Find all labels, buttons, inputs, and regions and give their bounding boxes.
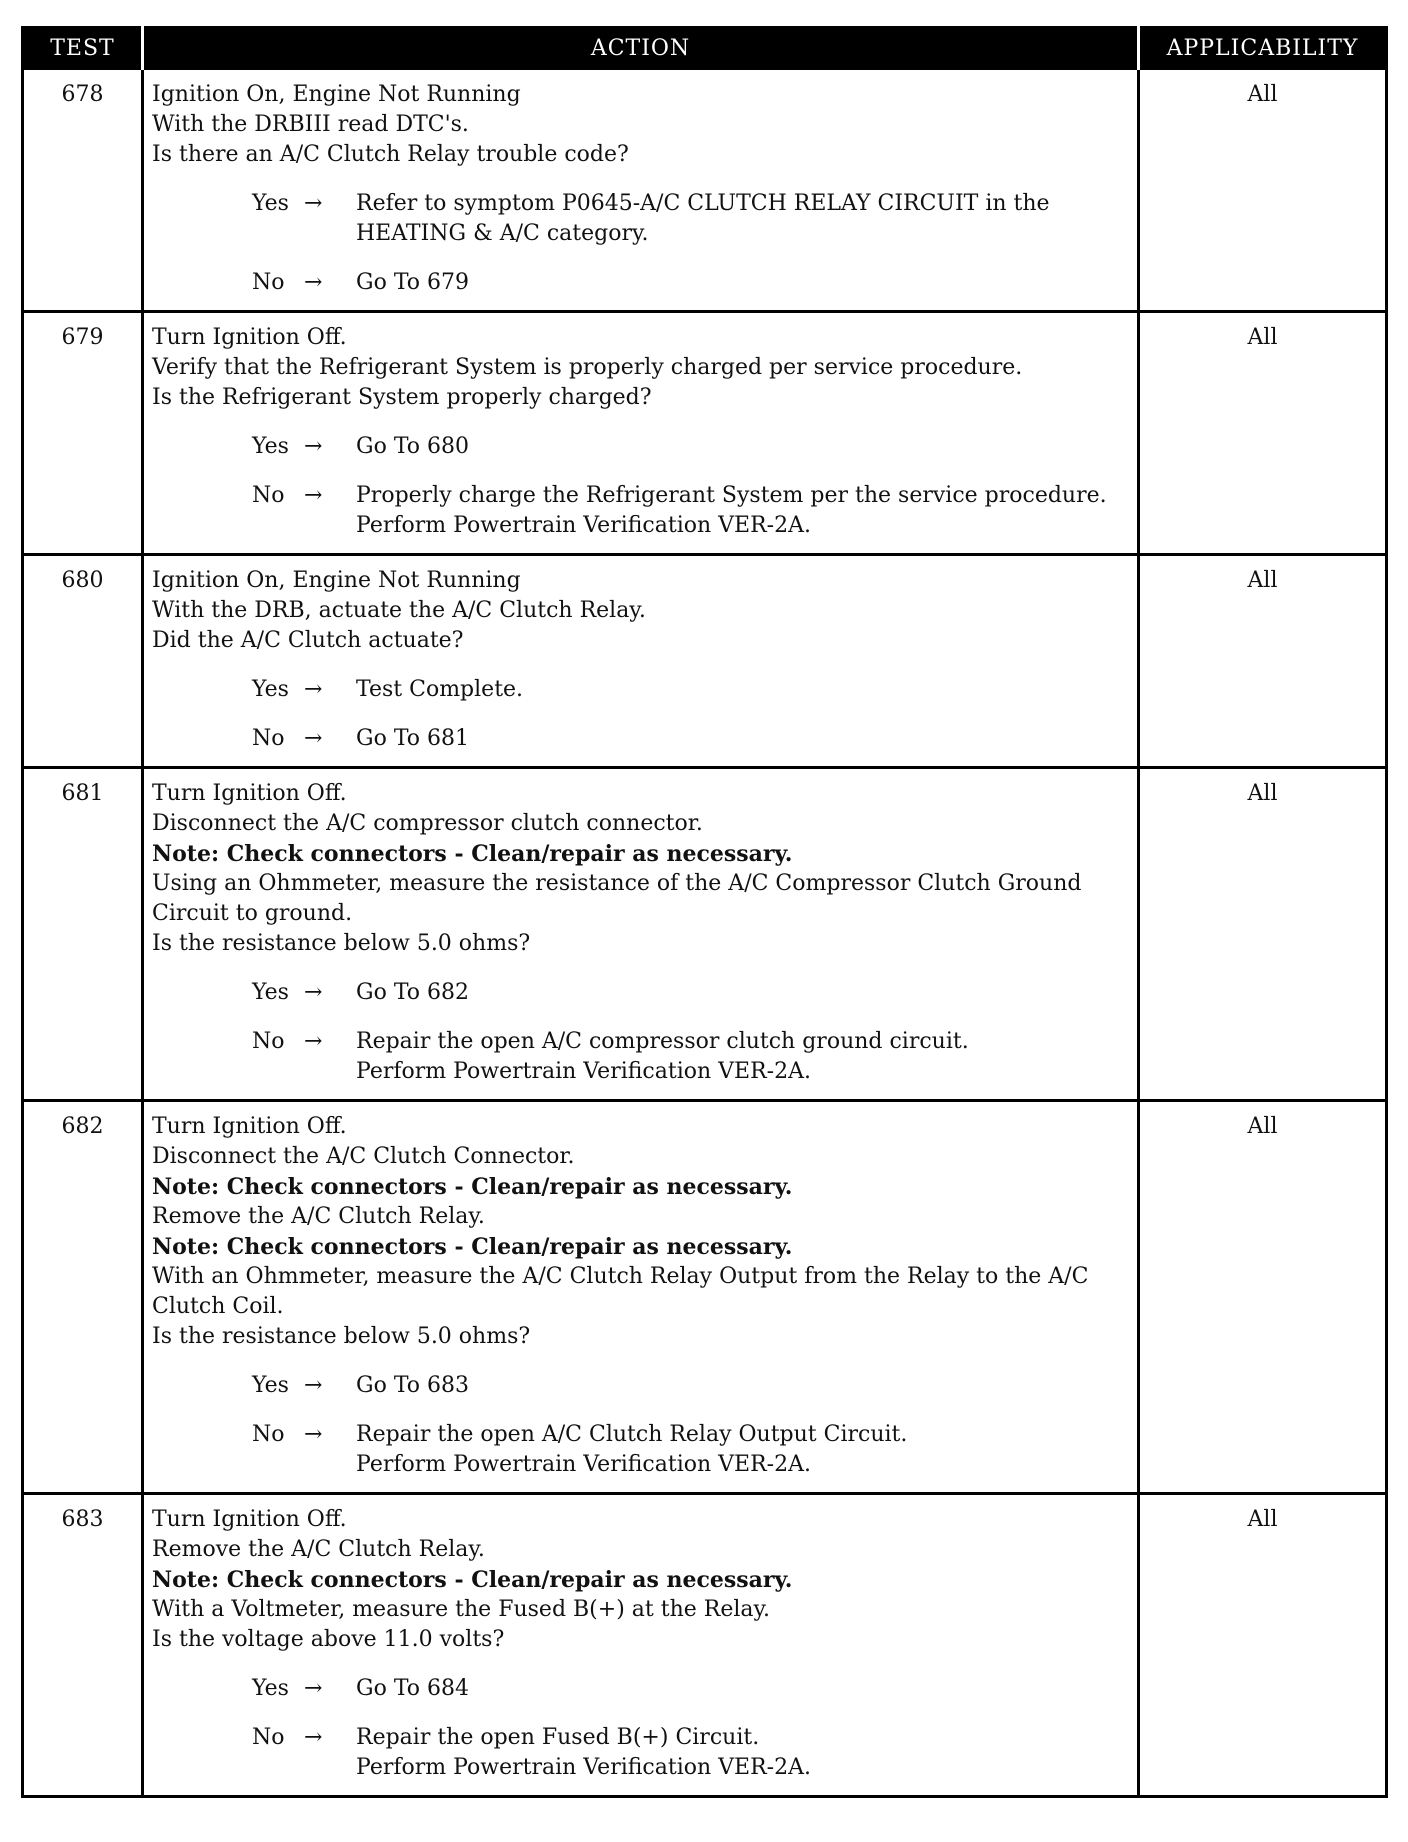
test-number: 680 bbox=[23, 555, 143, 768]
action-step: With the DRBIII read DTC's. bbox=[152, 112, 469, 137]
branch-label: No bbox=[252, 483, 285, 508]
branch-no bbox=[152, 481, 1129, 541]
right-arrow-icon: → bbox=[304, 1029, 323, 1054]
branch-result bbox=[356, 1371, 1129, 1401]
test-number: 679 bbox=[23, 312, 143, 555]
branch-label: Yes bbox=[252, 980, 289, 1005]
branch-result bbox=[356, 675, 1129, 705]
action-cell bbox=[143, 768, 1139, 1101]
action-step: Did the A/C Clutch actuate? bbox=[152, 628, 464, 653]
branch-result-line: Perform Powertrain Verification VER-2A. bbox=[356, 1755, 811, 1780]
action-step: Is the resistance below 5.0 ohms? bbox=[152, 1324, 531, 1349]
table-body bbox=[23, 69, 1387, 1797]
branch-result bbox=[356, 1723, 1129, 1783]
action-step: Disconnect the A/C Clutch Connector. bbox=[152, 1144, 575, 1169]
note-line: Note: Check connectors - Clean/repair as necessary. bbox=[152, 1174, 793, 1200]
note-line: Note: Check connectors - Clean/repair as necessary. bbox=[152, 841, 793, 867]
right-arrow-icon: → bbox=[304, 1725, 323, 1750]
right-arrow-icon: → bbox=[304, 1676, 323, 1701]
branch-no bbox=[152, 1420, 1129, 1480]
branch-yes bbox=[152, 675, 1129, 705]
branch-no bbox=[152, 1027, 1129, 1087]
table-row bbox=[23, 69, 1387, 312]
action-step: Turn Ignition Off. bbox=[152, 325, 347, 350]
action-step: Ignition On, Engine Not Running bbox=[152, 568, 521, 593]
action-cell bbox=[143, 555, 1139, 768]
note-line: Note: Check connectors - Clean/repair as necessary. bbox=[152, 1567, 793, 1593]
branch-result-line: Go To 683 bbox=[356, 1373, 470, 1398]
table-row bbox=[23, 555, 1387, 768]
branch-result bbox=[356, 978, 1129, 1008]
action-cell bbox=[143, 312, 1139, 555]
table-row bbox=[23, 1494, 1387, 1797]
right-arrow-icon: → bbox=[304, 1422, 323, 1447]
action-step: Turn Ignition Off. bbox=[152, 781, 347, 806]
branch-label: No bbox=[252, 1029, 285, 1054]
applicability-cell: All bbox=[1247, 1507, 1278, 1532]
branch-label: Yes bbox=[252, 191, 289, 216]
applicability-cell: All bbox=[1247, 781, 1278, 806]
right-arrow-icon: → bbox=[304, 483, 323, 508]
right-arrow-icon: → bbox=[304, 980, 323, 1005]
branch-result bbox=[356, 724, 1129, 754]
applicability-cell: All bbox=[1247, 82, 1278, 107]
header-action: ACTION bbox=[143, 28, 1139, 69]
right-arrow-icon: → bbox=[304, 270, 323, 295]
action-step: Is the resistance below 5.0 ohms? bbox=[152, 931, 531, 956]
table-row bbox=[23, 1101, 1387, 1494]
branch-label: No bbox=[252, 726, 285, 751]
right-arrow-icon: → bbox=[304, 726, 323, 751]
branch-result bbox=[356, 1674, 1129, 1704]
branch-result-line: Repair the open Fused B(+) Circuit. bbox=[356, 1725, 760, 1750]
action-step: Verify that the Refrigerant System is properly charged per service procedure. bbox=[152, 355, 1023, 380]
diagnostic-test-table bbox=[21, 26, 1388, 1798]
branch-result-line: Go To 680 bbox=[356, 434, 470, 459]
test-number: 682 bbox=[23, 1101, 143, 1494]
action-cell bbox=[143, 69, 1139, 312]
right-arrow-icon: → bbox=[304, 191, 323, 216]
branch-result bbox=[356, 432, 1129, 462]
branch-result-line: Test Complete. bbox=[356, 677, 524, 702]
test-number: 683 bbox=[23, 1494, 143, 1797]
branch-yes bbox=[152, 1674, 1129, 1704]
action-cell bbox=[143, 1101, 1139, 1494]
action-step: Turn Ignition Off. bbox=[152, 1114, 347, 1139]
branch-no bbox=[152, 268, 1129, 298]
branch-label: No bbox=[252, 270, 285, 295]
test-number: 681 bbox=[23, 768, 143, 1101]
branch-result-line: Perform Powertrain Verification VER-2A. bbox=[356, 1059, 811, 1084]
action-step: Turn Ignition Off. bbox=[152, 1507, 347, 1532]
applicability-cell: All bbox=[1247, 1114, 1278, 1139]
right-arrow-icon: → bbox=[304, 434, 323, 459]
right-arrow-icon: → bbox=[304, 1373, 323, 1398]
table-row bbox=[23, 312, 1387, 555]
action-step: Remove the A/C Clutch Relay. bbox=[152, 1537, 485, 1562]
branch-result bbox=[356, 1027, 1129, 1087]
branch-result bbox=[356, 189, 1129, 249]
branch-yes bbox=[152, 978, 1129, 1008]
action-step: Is there an A/C Clutch Relay trouble code? bbox=[152, 142, 629, 167]
header-test: TEST bbox=[23, 28, 143, 69]
branch-result bbox=[356, 268, 1129, 298]
applicability-cell: All bbox=[1247, 568, 1278, 593]
branch-result-line: Repair the open A/C compressor clutch ground circuit. bbox=[356, 1029, 969, 1054]
branch-label: No bbox=[252, 1725, 285, 1750]
branch-no bbox=[152, 1723, 1129, 1783]
right-arrow-icon: → bbox=[304, 677, 323, 702]
branch-yes bbox=[152, 432, 1129, 462]
table-row bbox=[23, 768, 1387, 1101]
action-step: Disconnect the A/C compressor clutch connector. bbox=[152, 811, 703, 836]
branch-result-line: Properly charge the Refrigerant System per the service procedure. bbox=[356, 483, 1107, 508]
branch-yes bbox=[152, 189, 1129, 249]
branch-result-line: Go To 681 bbox=[356, 726, 470, 751]
branch-result-line: Repair the open A/C Clutch Relay Output Circuit. bbox=[356, 1422, 908, 1447]
header-applicability: APPLICABILITY bbox=[1139, 28, 1387, 69]
branch-result bbox=[356, 481, 1129, 541]
action-step: Is the Refrigerant System properly charged? bbox=[152, 385, 652, 410]
branch-result-line: Go To 684 bbox=[356, 1676, 470, 1701]
branch-result-line: Refer to symptom P0645-A/C CLUTCH RELAY CIRCUIT in the HEATING & A/C category. bbox=[356, 191, 1050, 246]
action-step: Ignition On, Engine Not Running bbox=[152, 82, 521, 107]
branch-result bbox=[356, 1420, 1129, 1480]
action-step: With an Ohmmeter, measure the A/C Clutch Relay Output from the Relay to the A/C Clutch Coil. bbox=[152, 1264, 1089, 1319]
branch-result-line: Perform Powertrain Verification VER-2A. bbox=[356, 513, 811, 538]
action-step: Is the voltage above 11.0 volts? bbox=[152, 1627, 505, 1652]
branch-yes bbox=[152, 1371, 1129, 1401]
action-step: Using an Ohmmeter, measure the resistance of the A/C Compressor Clutch Ground Circuit to ground. bbox=[152, 871, 1082, 926]
branch-result-line: Go To 679 bbox=[356, 270, 470, 295]
branch-label: Yes bbox=[252, 1676, 289, 1701]
action-step: With a Voltmeter, measure the Fused B(+) at the Relay. bbox=[152, 1597, 770, 1622]
branch-result-line: Perform Powertrain Verification VER-2A. bbox=[356, 1452, 811, 1477]
note-line: Note: Check connectors - Clean/repair as necessary. bbox=[152, 1234, 793, 1260]
branch-result-line: Go To 682 bbox=[356, 980, 470, 1005]
branch-label: Yes bbox=[252, 1373, 289, 1398]
applicability-cell: All bbox=[1247, 325, 1278, 350]
branch-no bbox=[152, 724, 1129, 754]
branch-label: Yes bbox=[252, 677, 289, 702]
table-header-row bbox=[23, 28, 1387, 69]
branch-label: No bbox=[252, 1422, 285, 1447]
branch-label: Yes bbox=[252, 434, 289, 459]
action-step: Remove the A/C Clutch Relay. bbox=[152, 1204, 485, 1229]
action-step: With the DRB, actuate the A/C Clutch Relay. bbox=[152, 598, 646, 623]
test-number: 678 bbox=[23, 69, 143, 312]
action-cell bbox=[143, 1494, 1139, 1797]
